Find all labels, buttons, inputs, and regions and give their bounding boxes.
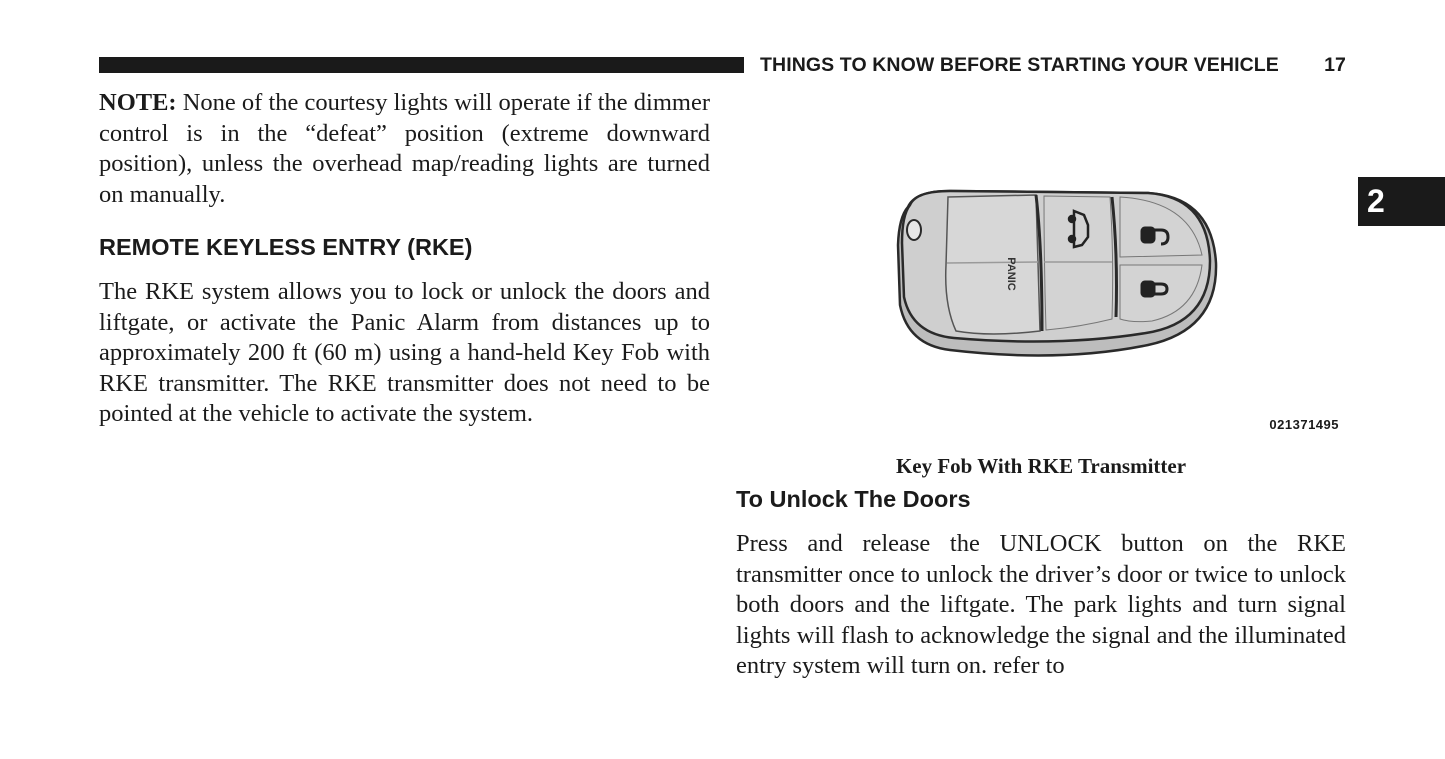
figure-id: 021371495 [1269,417,1339,432]
figure-caption: Key Fob With RKE Transmitter [895,454,1187,478]
rke-heading: REMOTE KEYLESS ENTRY (RKE) [99,234,473,260]
unlock-paragraph: Press and release the UNLOCK button on the RKE transmitter once to unlock the driver’s door or twice to unlock both doors and the liftgate. The park lights and turn signal lights will flash to acknowledge the signal and the illuminated entry system will turn on. refer to [736,530,1346,679]
header-rule [99,57,744,73]
rke-paragraph: The RKE system allows you to lock or unlock the doors and liftgate, or activate the Panic Alarm from distances up to approximately 200 ft (60 m) using a hand-held Key Fob with RKE transmitter. The RKE transmitter does not need to be pointed at the vehicle to activate the system. [99,278,710,427]
note-paragraph [99,88,710,210]
running-head [760,54,1346,77]
note-label: NOTE: [99,89,177,116]
section-title: THINGS TO KNOW BEFORE STARTING YOUR VEHICLE [760,54,1279,76]
key-fob-illustration [890,185,1225,360]
page-number: 17 [1324,54,1346,76]
note-text: None of the courtesy lights will operate if the dimmer control is in the “defeat” position (extreme downward position), unless the overhead map/reading lights are turned on manually. [99,89,711,208]
chapter-tab: 2 [1358,177,1445,226]
panic-label: PANIC [1005,257,1017,291]
unlock-heading: To Unlock The Doors [736,486,971,512]
